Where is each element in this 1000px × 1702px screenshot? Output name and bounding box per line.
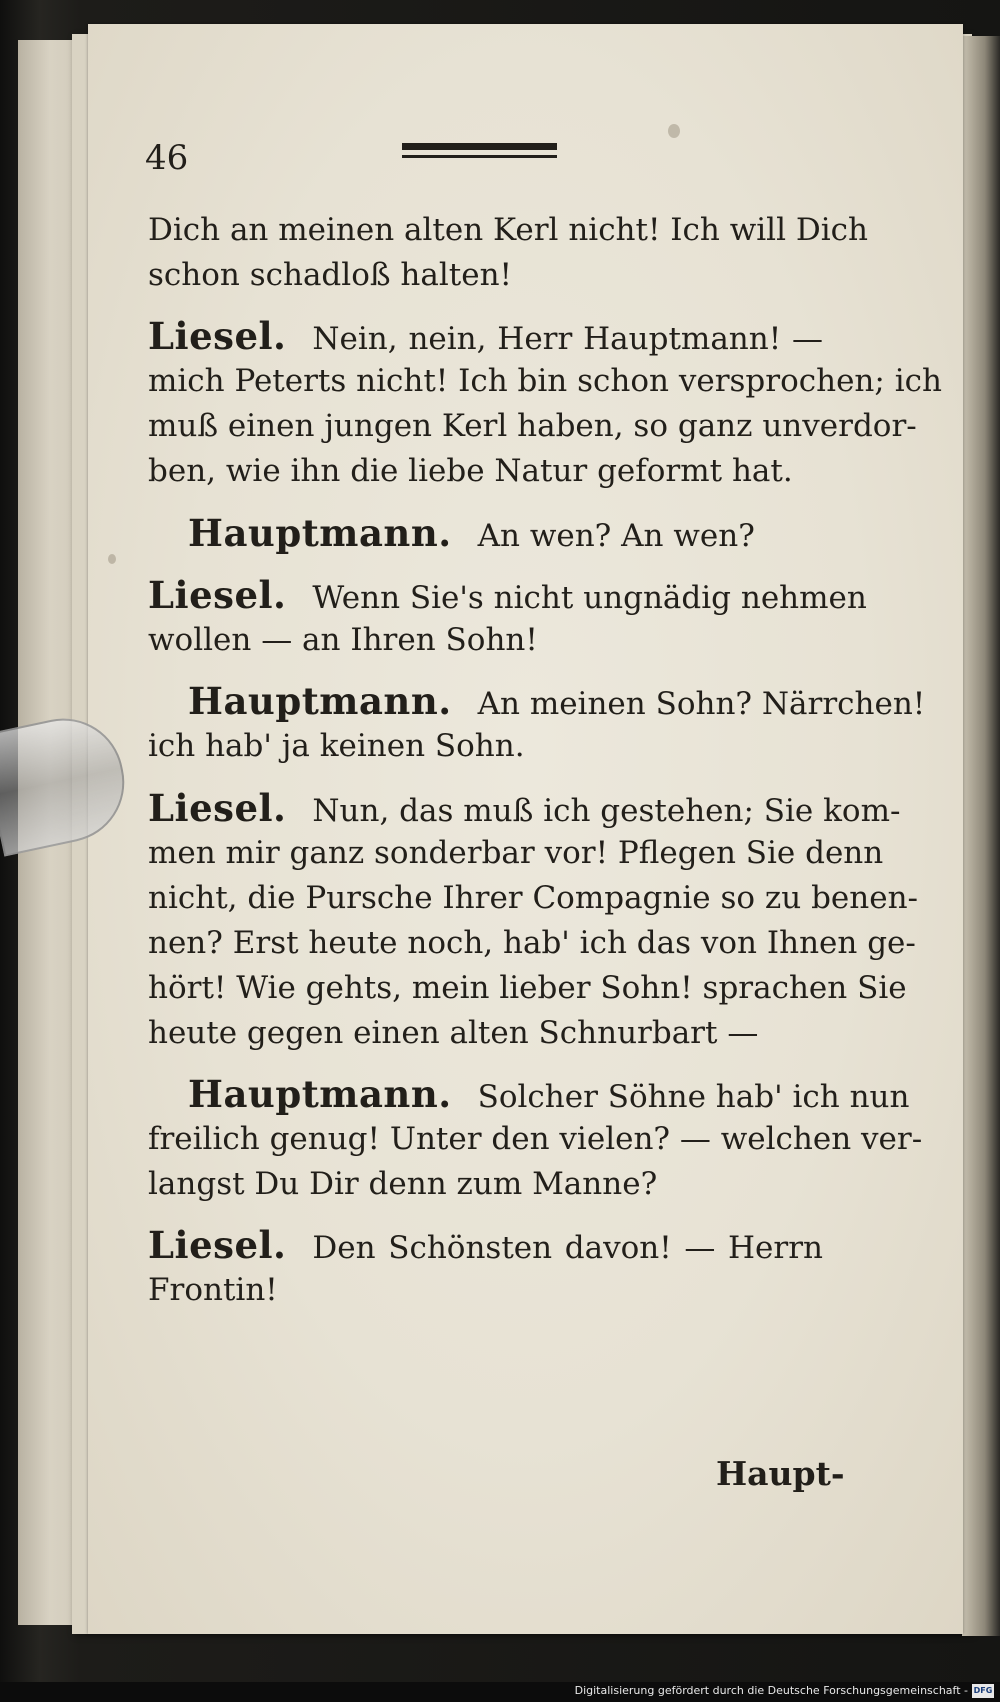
text-line <box>148 835 884 871</box>
text-line <box>148 1015 823 1051</box>
text-line <box>148 1272 823 1308</box>
line-text: ich hab' ja keinen Sohn. <box>148 728 525 764</box>
text-line <box>148 880 919 916</box>
text-line <box>148 1223 823 1267</box>
line-text: wollen — an Ihren Sohn! <box>148 622 538 658</box>
text-line <box>148 257 823 293</box>
text-line <box>148 728 823 764</box>
text-line <box>148 314 823 358</box>
line-text: ben, wie ihn die liebe Natur geformt hat. <box>148 453 793 489</box>
footer-credit: Digitalisierung gefördert durch die Deutsche Forschungsgemeinschaft - <box>574 1684 968 1697</box>
header-ornament-rule <box>402 143 557 159</box>
line-text: mich Peterts nicht! Ich bin schon versprochen; ich <box>148 363 942 399</box>
line-text: freilich genug! Unter den vielen? — welchen ver- <box>148 1121 923 1157</box>
speaker-name: Hauptmann. <box>188 511 452 555</box>
text-line <box>148 622 823 658</box>
text-line <box>148 1072 910 1116</box>
line-text: Solcher Söhne hab' ich nun <box>477 1079 910 1115</box>
text-line <box>148 679 926 723</box>
line-text: men mir ganz sonderbar vor! Pflegen Sie denn <box>148 835 884 871</box>
line-text: Nun, das muß ich gestehen; Sie kom- <box>312 793 901 829</box>
text-line <box>148 925 916 961</box>
right-page-edge <box>962 36 1000 1636</box>
dfg-logo: DFG <box>972 1684 994 1698</box>
speaker-name: Liesel. <box>148 314 287 358</box>
paper-spot <box>108 554 116 564</box>
text-line <box>148 363 942 399</box>
text-line <box>148 212 868 248</box>
line-text: Nein, nein, Herr Hauptmann! — <box>312 321 823 357</box>
speaker-name: Liesel. <box>148 573 287 617</box>
text-line <box>148 970 907 1006</box>
text-line <box>148 1121 923 1157</box>
line-text: nen? Erst heute noch, hab' ich das von Ihnen ge- <box>148 925 916 961</box>
speaker-name: Liesel. <box>148 786 287 830</box>
text-line <box>148 408 917 444</box>
paper-spot <box>668 124 680 138</box>
line-text: hört! Wie gehts, mein lieber Sohn! sprachen Sie <box>148 970 907 1006</box>
line-text: heute gegen einen alten Schnurbart — <box>148 1015 759 1051</box>
line-text: Frontin! <box>148 1272 278 1308</box>
text-line <box>148 573 867 617</box>
text-line <box>148 453 823 489</box>
line-text: Wenn Sie's nicht ungnädig nehmen <box>312 580 867 616</box>
line-text: schon schadloß halten! <box>148 257 513 293</box>
speaker-name: Hauptmann. <box>188 1072 452 1116</box>
speaker-name: Liesel. <box>148 1223 287 1267</box>
line-text: Dich an meinen alten Kerl nicht! Ich will Dich <box>148 212 868 248</box>
page-number: 46 <box>145 138 189 178</box>
catchword: Haupt- <box>716 1454 845 1493</box>
text-line <box>148 786 901 830</box>
line-text: muß einen jungen Kerl haben, so ganz unverdor- <box>148 408 917 444</box>
speaker-name: Hauptmann. <box>188 679 452 723</box>
line-text: An wen? An wen? <box>477 518 755 554</box>
line-text: An meinen Sohn? Närrchen! <box>477 686 926 722</box>
line-text: nicht, die Pursche Ihrer Compagnie so zu benen- <box>148 880 919 916</box>
text-line <box>148 1166 823 1202</box>
text-line <box>148 511 823 555</box>
line-text: langst Du Dir denn zum Manne? <box>148 1166 658 1202</box>
line-text: Den Schönsten davon! — Herrn <box>312 1230 823 1266</box>
